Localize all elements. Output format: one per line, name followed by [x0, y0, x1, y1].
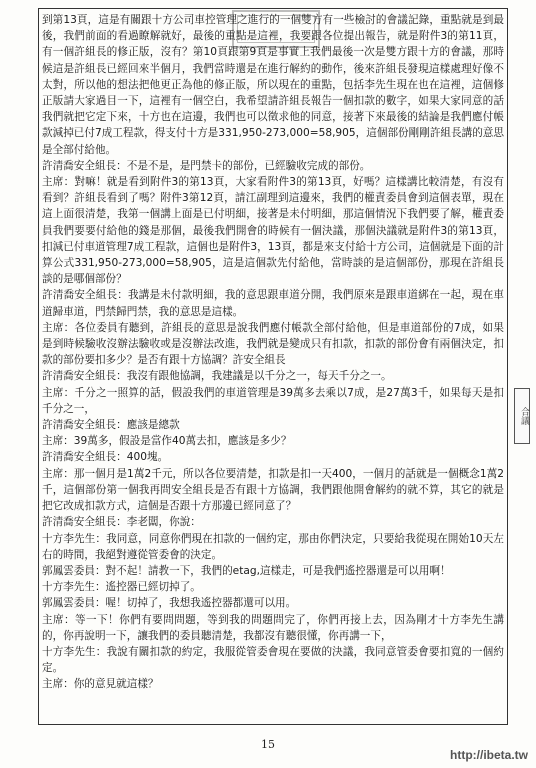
paragraph: 許清喬安全組長：不是不是，是門禁卡的部份，已經驗收完成的部份。 [42, 159, 371, 172]
paragraph: 主席：39萬多，假設是當作40萬去扣，應該是多少？ [42, 435, 292, 448]
paragraph: 郭鳳雲委員：喔！切掉了，我想我遙控器都還可以用。 [42, 597, 297, 610]
paragraph: 主席：各位委員有聽到，許組長的意思是說我們應付帳款全部付給他，但是車道部份的7成，如果是到時候驗收沒辦法驗收或是沒辦法改進，我們就是變成只有扣款，扣款的部份會有兩個決定，扣款的部份要扣多少？是否有跟十方協調？許安全組長 [42, 321, 504, 367]
paragraph: 主席：你的意見就這樣？ [42, 678, 159, 691]
paragraph: 主席：那一個月是1萬2千元，所以各位要清楚，扣款是扣一天400，一個月的話就是一個概念1萬2千，這個部份第一個我再問安全組長是否有跟十方協調，我們跟他開會解約的就不算，其它的就是把它改成扣款方式，這個是否跟十方那邊已經同意了？ [42, 467, 504, 513]
paragraph: 許清喬安全組長：400塊。 [42, 451, 169, 464]
paragraph: 主席：對嘛！就是看到附件3的第13頁，大家看附件3的第13頁，好嗎？這樣講比較清楚，有沒有看到？許組長看到了嗎？附件3第12頁，請江副理到這邊來，我們的權責委員會到這個表單，現在這上面很清楚，我第一個講上面是已付明細，接著是未付明細，那這個情況下我們要了解，權責委員我們要要付給他的錢是那個，最後我們開會的時候有一個決議，那個決議就是附件3的第13頁，扣減已付車道管理7成工程款，這個也是附件3，13頁，都是來支付給十方公司，這個就是下面的計算公式331,950-273,000=58,905，這是這個款先付給他，當時談的是這個部份，那現在許組長談的是哪個部份？ [42, 176, 504, 286]
paragraph: 許清喬安全組長：我講是未付款明細，我的意思跟車道分開，我們原來是跟車道綁在一起，現在車道歸車道，門禁歸門禁，我的意思是這樣。 [42, 289, 504, 318]
paragraph: 主席：等一下！你們有要問問題，等到我的問題問完了，你們再接上去，因為剛才十方李先生講的，你再說明一下，讓我們的委員聽清楚，我都沒有聽很懂，你再講一下， [42, 613, 504, 642]
page-number: 15 [261, 738, 275, 751]
paragraph: 十方李先生：我說有關扣款的約定，我服從管委會現在要做的決議，我同意管委會要扣寬的一個約定。 [42, 645, 504, 675]
paragraph: 許清喬安全組長：我沒有跟他協調，我建議是以千分之一，每天千分之一。 [42, 370, 392, 383]
paragraph: 到第13頁，這是有關跟十方公司車控管理之進行的一個雙方有一些檢討的會議記錄，重點就是到最後，我們前面的看過瞭解就好，最後的重點是這裡，我要跟各位提出報告，就是附件3的第11頁，有一個許組長的修正版，沒有？第10頁跟第9頁是事實上我們最後一次是雙方跟十方的會議，那時候這是許組長已經回來半個月，我們當時還是在進行解約的動作，後來許組長發現這樣處理好像不太對，所以他的想法把他更正為他的修正版，所以現在的重點，包括李先生現在也在這裡，這個修正版請大家過目一下，這裡有一個空白，我希望請許組長報告一個扣款的數字，如果大家同意的話我們就把它定下來，十方也在這邊，我們也可以徵求他的同意，接著下來最後的結論是我們應付帳款減掉已付7成工程款，得支付十方是331,950-273,000=58,905，這個部份剛剛許組長講的意思是全部付給他。 [42, 14, 504, 156]
paragraph: 許清喬安全組長：應該是總款 [42, 419, 180, 432]
minutes-body [42, 12, 504, 693]
paragraph: 郭鳳雲委員：對不起！請教一下，我們的etag,這樣走，可是我們遙控器還是可以用啊！ [42, 564, 451, 577]
paragraph: 主席：千分之一照算的話，假設我們的車道管理是39萬多去乘以7成，是27萬3千，如果每天是扣千分之一， [42, 386, 504, 415]
paragraph: 十方李先生：遙控器已經切掉了。 [42, 581, 201, 594]
paragraph: 許清喬安全組長：李老闆，你說： [42, 516, 201, 529]
paragraph: 十方李先生：我同意，同意你們現在扣款的一個約定，那由你們決定，只要給我從現在開始10天左右的時間，我絕對遵從管委會的決定。 [42, 532, 504, 561]
side-tab-label: 合議 [514, 388, 530, 444]
watermark: http://ibeta.tw [450, 748, 528, 762]
